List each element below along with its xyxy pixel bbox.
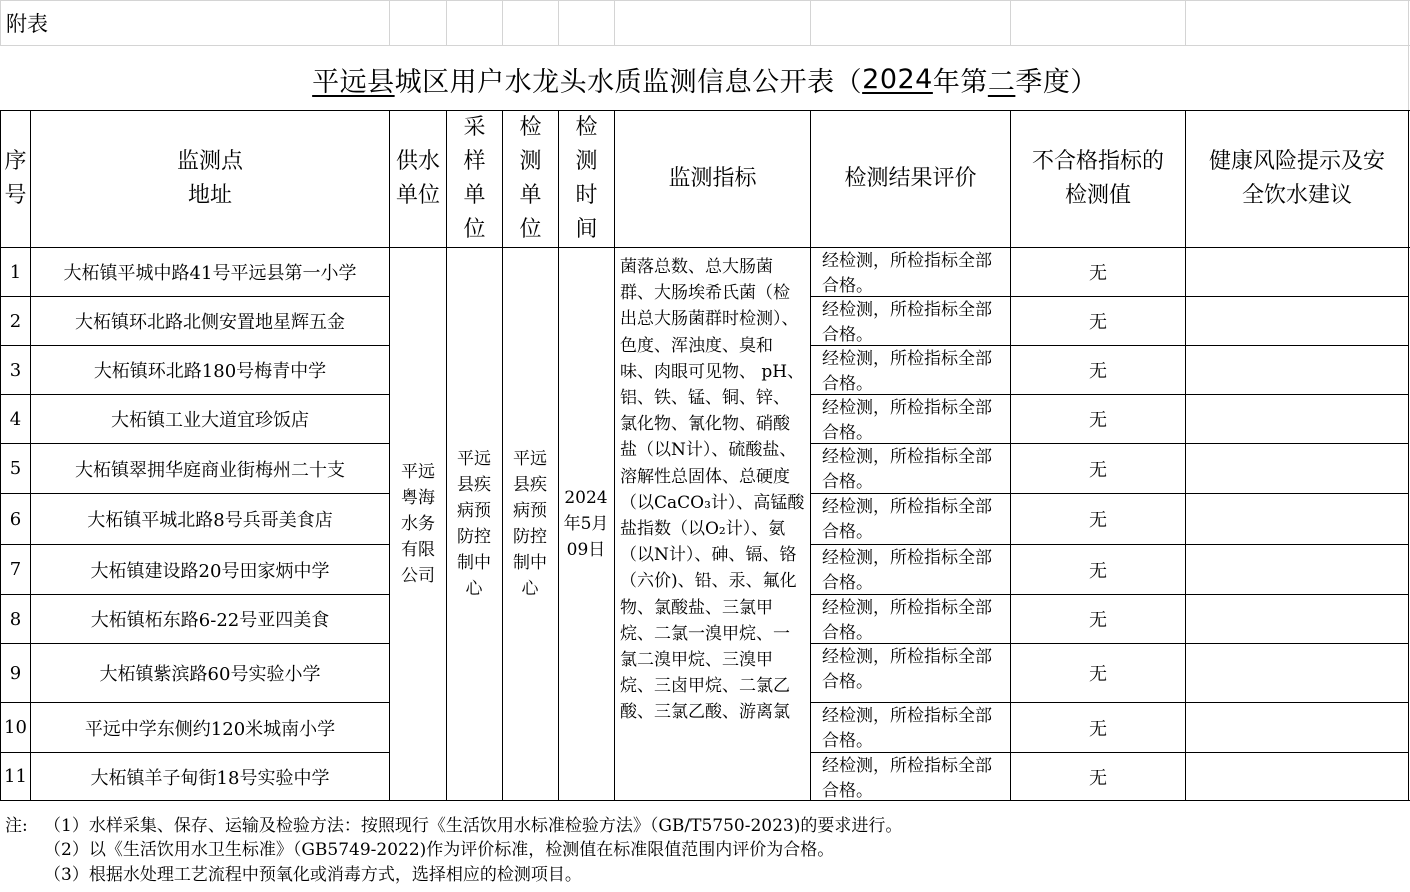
- row-evaluation: 经检测，所检指标全部合格。: [822, 497, 992, 542]
- row-number: 7: [9, 559, 22, 580]
- grid-line: [558, 0, 559, 46]
- header-supplier-line: 供水: [395, 149, 440, 174]
- row-number: 10: [4, 717, 27, 738]
- row-address: 大柘镇环北路北侧安置地星辉五金: [75, 312, 345, 333]
- row-result: 无: [1089, 263, 1107, 284]
- row-result: 无: [1089, 410, 1107, 431]
- title-year: 2024: [862, 63, 933, 95]
- header-sampler-char: 位: [463, 217, 486, 242]
- grid-line: [1010, 0, 1011, 46]
- appendix-label: 附表: [6, 11, 48, 36]
- row-address: 大柘镇平城中路41号平远县第一小学: [63, 263, 357, 284]
- page-title: [0, 50, 1410, 108]
- note-item: （1）水样采集、保存、运输及检验方法：按照现行《生活饮用水标准检验方法》（GB/T5750-2023)的要求进行。: [44, 815, 903, 836]
- header-tester: [503, 111, 558, 247]
- row-number: 11: [4, 766, 27, 787]
- grid-line: [1408, 0, 1409, 46]
- row-evaluation: 经检测，所检指标全部合格。: [822, 756, 992, 800]
- grid-line: [502, 0, 503, 46]
- header-supplier-line: 单位: [395, 183, 440, 208]
- test-time-cell: 2024年5月09日: [563, 488, 609, 560]
- header-tester-char: 单: [519, 183, 542, 208]
- title-prefix: 平远县: [312, 66, 395, 98]
- row-result: 无: [1089, 560, 1107, 582]
- row-advice: [1186, 644, 1408, 702]
- header-failed-values: [1011, 111, 1185, 247]
- table-border: [1408, 110, 1409, 801]
- row-evaluation: 经检测，所检指标全部合格。: [822, 647, 992, 692]
- header-test-time-char: 检: [575, 115, 598, 140]
- header-sampler-char: 样: [463, 149, 486, 174]
- row-advice: [1186, 494, 1408, 544]
- header-sampler: [447, 111, 502, 247]
- grid-line: [389, 0, 390, 46]
- row-evaluation: 经检测，所检指标全部合格。: [822, 598, 992, 643]
- row-result: 无: [1089, 767, 1107, 789]
- row-evaluation: 经检测，所检指标全部合格。: [822, 706, 992, 751]
- header-sampler-char: 采: [463, 115, 486, 140]
- row-advice: [1186, 753, 1408, 800]
- row-advice: [1186, 346, 1408, 394]
- row-advice: [1186, 248, 1408, 296]
- row-address: 大柘镇建设路20号田家炳中学: [90, 560, 330, 582]
- header-tester-char: 测: [519, 149, 542, 174]
- row-evaluation: 经检测，所检指标全部合格。: [822, 447, 992, 492]
- header-tester-char: 位: [519, 217, 542, 242]
- grid-line: [446, 0, 447, 46]
- row-result: 无: [1089, 361, 1107, 382]
- row-address: 大柘镇环北路180号梅青中学: [93, 361, 327, 382]
- row-address: 大柘镇工业大道宜珍饭店: [111, 410, 309, 431]
- row-address: 大柘镇羊子甸街18号实验中学: [90, 767, 330, 789]
- note-item: （3）根据水处理工艺流程中预氧化或消毒方式，选择相应的检测项目。: [44, 864, 582, 885]
- header-supplier: [390, 111, 446, 247]
- header-evaluation: 检测结果评价: [844, 166, 977, 191]
- header-test-time-char: 间: [575, 217, 598, 242]
- header-location-line: 地址: [187, 183, 232, 208]
- title-year-suffix: 年第: [932, 66, 988, 98]
- header-test-time: [559, 111, 614, 247]
- title-quarter: 二: [987, 66, 1016, 98]
- header-seq-line: 序: [4, 149, 27, 174]
- tester-cell: 平远县疾病预防控制中心: [513, 449, 547, 599]
- grid-line: [810, 0, 811, 46]
- row-evaluation: 经检测，所检指标全部合格。: [822, 398, 992, 443]
- row-address: 大柘镇紫滨路60号实验小学: [99, 664, 321, 685]
- header-sampler-char: 单: [463, 183, 486, 208]
- row-evaluation: 经检测，所检指标全部合格。: [822, 349, 992, 394]
- row-advice: [1186, 595, 1408, 643]
- row-advice: [1186, 395, 1408, 443]
- row-number: 4: [9, 408, 22, 430]
- row-advice: [1186, 545, 1408, 594]
- grid-line: [1185, 0, 1186, 46]
- row-result: 无: [1089, 459, 1107, 481]
- row-number: 6: [9, 508, 22, 530]
- row-address: 大柘镇柘东路6-22号亚四美食: [90, 610, 330, 631]
- grid-line: [0, 0, 1, 46]
- row-result: 无: [1089, 610, 1107, 631]
- header-seq: [1, 111, 30, 247]
- row-result: 无: [1089, 718, 1107, 740]
- header-failed-values-line: 检测值: [1064, 183, 1131, 208]
- row-address: 平远中学东侧约120米城南小学: [84, 718, 336, 740]
- row-number: 5: [9, 458, 22, 479]
- row-address: 大柘镇平城北路8号兵哥美食店: [87, 510, 333, 531]
- supplier-cell: 平远粤海水务有限公司: [401, 462, 435, 586]
- note-item: （2）以《生活饮用水卫生标准》（GB5749-2022)作为评价标准，检测值在标准限值范围内评价为合格。: [44, 839, 835, 860]
- row-advice: [1186, 297, 1408, 345]
- sampler-cell: 平远县疾病预防控制中心: [457, 449, 491, 599]
- row-result: 无: [1089, 312, 1107, 333]
- title-middle: 城区用户水龙头水质监测信息公开表（: [394, 66, 863, 98]
- row-result: 无: [1089, 664, 1107, 685]
- header-tester-char: 检: [519, 115, 542, 140]
- grid-line: [0, 0, 1410, 1]
- row-number: 3: [9, 359, 22, 381]
- row-number: 8: [9, 608, 22, 630]
- row-advice: [1186, 444, 1408, 493]
- header-location-line: 监测点: [176, 149, 243, 174]
- title-suffix: 季度）: [1015, 66, 1098, 98]
- header-advice-line: 健康风险提示及安: [1208, 149, 1385, 174]
- header-advice: [1186, 111, 1408, 247]
- row-evaluation: 经检测，所检指标全部合格。: [822, 548, 992, 593]
- notes-label: 注:: [5, 815, 28, 836]
- indicators-cell: 菌落总数、总大肠菌群、大肠埃希氏菌（检出总大肠菌群时检测）、色度、浑浊度、臭和味、肉眼可见物、 pH、铝、铁、锰、铜、锌、氯化物、氰化物、硝酸盐（以N计）、硫酸盐、溶解性总固体、总硬度（以CaCO₃计）、高锰酸盐指数（以O₂计）、氨（以N计）、砷、镉、铬（六价)、铅、汞、氟化物、氯酸盐、三氯甲烷、二氯一溴甲烷、一氯二溴甲烷、三溴甲烷、三卤甲烷、二氯乙酸、三氯乙酸、游离氯: [620, 257, 805, 723]
- header-test-time-char: 时: [575, 183, 598, 208]
- row-evaluation: 经检测，所检指标全部合格。: [822, 251, 992, 296]
- header-failed-values-line: 不合格指标的: [1031, 149, 1164, 174]
- row-result: 无: [1089, 510, 1107, 531]
- row-number: 9: [9, 662, 22, 684]
- grid-line: [614, 0, 615, 46]
- header-location: [31, 111, 389, 247]
- grid-line: [0, 45, 1410, 46]
- header-advice-line: 全饮水建议: [1241, 183, 1352, 208]
- row-number: 2: [9, 310, 22, 332]
- header-seq-line: 号: [4, 183, 27, 208]
- header-test-time-char: 测: [575, 149, 598, 174]
- row-address: 大柘镇翠拥华庭商业街梅州二十支: [75, 459, 345, 481]
- row-advice: [1186, 703, 1408, 752]
- header-indicators: 监测指标: [668, 166, 757, 191]
- row-number: 1: [9, 261, 22, 283]
- table-border: [0, 800, 1410, 801]
- row-evaluation: 经检测，所检指标全部合格。: [822, 300, 992, 345]
